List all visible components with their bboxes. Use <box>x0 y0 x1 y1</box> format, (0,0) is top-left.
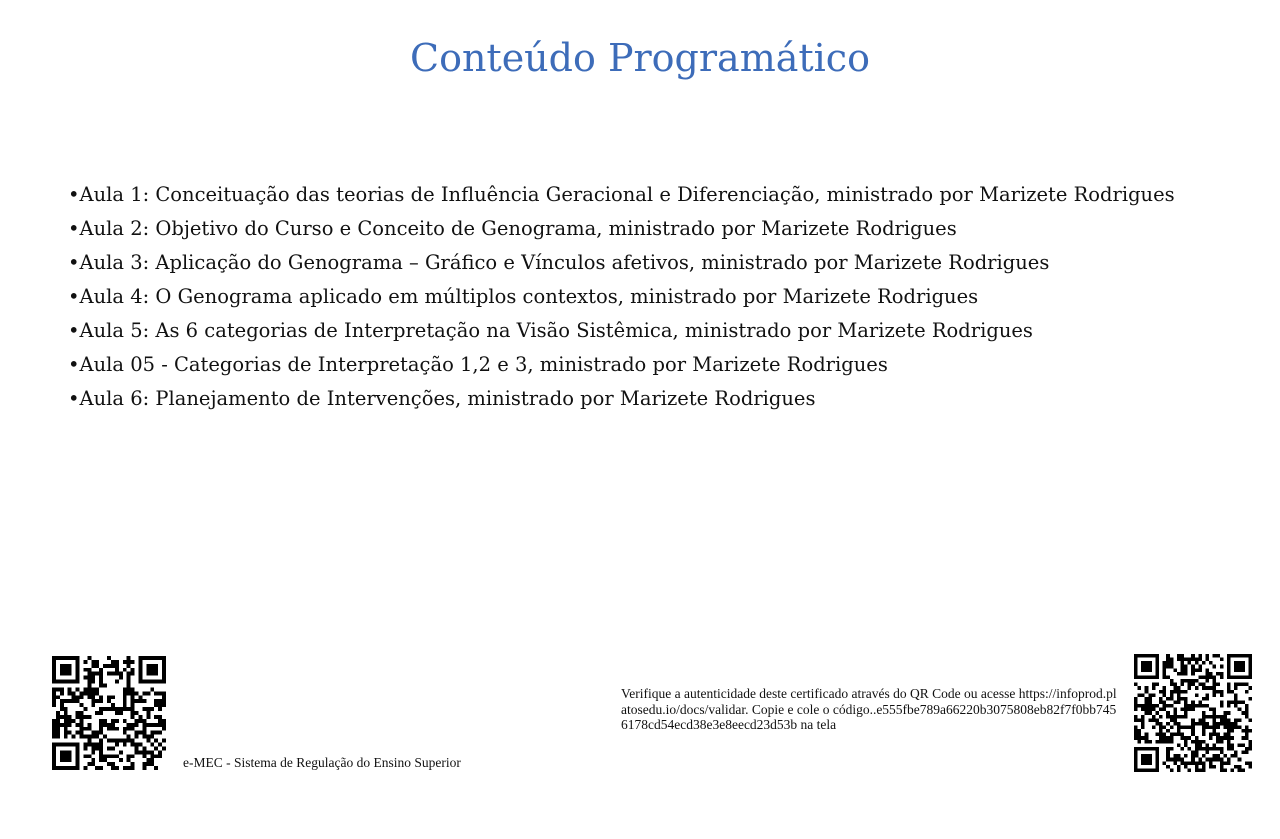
list-item: •Aula 5: As 6 categorias de Interpretação na Visão Sistêmica, ministrado por Marizete Rodrigues <box>68 319 1033 342</box>
list-item: •Aula 4: O Genograma aplicado em múltiplos contextos, ministrado por Marizete Rodrigues <box>68 285 979 308</box>
list-item: •Aula 6: Planejamento de Intervenções, ministrado por Marizete Rodrigues <box>68 387 816 410</box>
list-item: •Aula 1: Conceituação das teorias de Influência Geracional e Diferenciação, ministrado por Marizete Rodrigues <box>68 183 1175 206</box>
list-item: •Aula 3: Aplicação do Genograma – Gráfico e Vínculos afetivos, ministrado por Marizete Rodrigues <box>68 251 1050 274</box>
qr-code-icon <box>52 656 166 770</box>
lesson-list <box>68 178 1248 416</box>
qr-code-verification <box>1133 654 1253 772</box>
list-item: •Aula 2: Objetivo do Curso e Conceito de Genograma, ministrado por Marizete Rodrigues <box>68 217 957 240</box>
page-title: Conteúdo Programático <box>410 36 870 80</box>
qr-code-emec <box>52 656 166 770</box>
qr-code-icon <box>1133 654 1253 772</box>
list-item: •Aula 05 - Categorias de Interpretação 1,2 e 3, ministrado por Marizete Rodrigues <box>68 353 888 376</box>
verification-text: Verifique a autenticidade deste certificado através do QR Code ou acesse https://infoprod.platosedu.io/docs/validar. Copie e cole o código..e555fbe789a66220b3075808eb82f7f0bb7456178cd54ecd38e3e8eecd23d53b na tela <box>621 686 1117 732</box>
emec-caption: e-MEC - Sistema de Regulação do Ensino Superior <box>183 755 461 770</box>
